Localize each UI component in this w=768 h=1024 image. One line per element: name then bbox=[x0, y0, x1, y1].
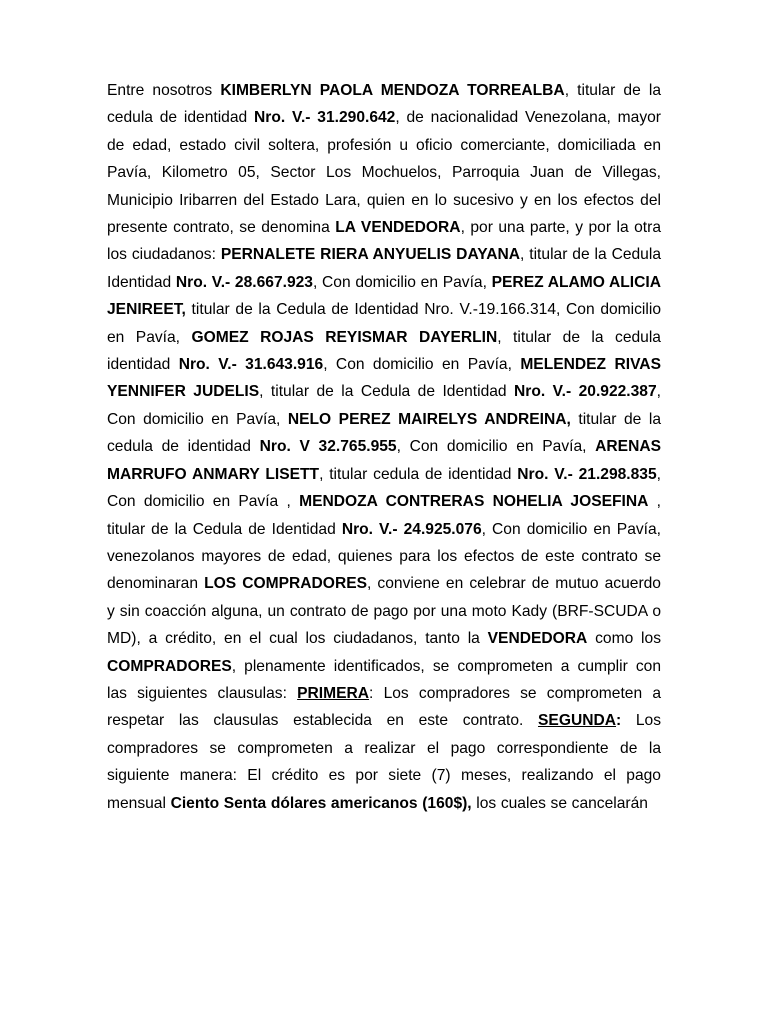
bold-text-run: Nro. V.- 31.643.916 bbox=[178, 356, 324, 374]
bold-text-run: Nro. V 32.765.955 bbox=[259, 438, 397, 456]
bold-text-run: MENDOZA CONTRERAS NOHELIA JOSEFINA bbox=[299, 493, 649, 511]
text-run: : Los compradores se comprometen a respetar las clausulas establecida en este contrato. bbox=[107, 684, 662, 730]
bold-text-run: COMPRADORES bbox=[107, 657, 232, 675]
text-run: , titular de la cedula de identidad bbox=[107, 82, 662, 127]
text-run: como los bbox=[587, 630, 661, 648]
bold-text-run: Nro. V.- 31.290.642 bbox=[254, 109, 396, 127]
text-run: Los compradores se comprometen a realizar el pago correspondiente de la siguiente manera: El crédito es por siete (7) meses, realizando el pago mensual bbox=[107, 712, 662, 812]
bold-text-run: KIMBERLYN PAOLA MENDOZA TORREALBA bbox=[220, 82, 565, 99]
bold-text-run: : bbox=[616, 712, 622, 730]
bold-text-run: VENDEDORA bbox=[487, 630, 588, 648]
contract-paragraph bbox=[107, 77, 661, 817]
text-run: , por una parte, y por la otra los ciudadanos: bbox=[107, 219, 661, 264]
clause-heading: PRIMERA bbox=[297, 684, 370, 702]
text-run: , plenamente identificados, se comprometen a cumplir con las siguientes clausulas: bbox=[107, 657, 661, 702]
bold-text-run: LA VENDEDORA bbox=[335, 219, 461, 237]
text-run: , Con domicilio en Pavía, bbox=[107, 383, 661, 428]
bold-text-run: GOMEZ ROJAS REYISMAR DAYERLIN bbox=[191, 328, 498, 346]
text-run: Entre nosotros bbox=[107, 82, 221, 99]
bold-text-run: Nro. V.- 20.922.387 bbox=[514, 383, 657, 401]
text-run: , Con domicilio en Pavía, bbox=[396, 438, 596, 456]
bold-text-run: PERNALETE RIERA ANYUELIS DAYANA bbox=[220, 246, 521, 264]
text-run: , titular de la Cedula Identidad bbox=[107, 246, 661, 291]
clause-heading: SEGUNDA bbox=[538, 712, 617, 730]
text-run: , Con domicilio en Pavía, bbox=[323, 356, 521, 374]
bold-text-run: Nro. V.- 28.667.923 bbox=[175, 273, 313, 291]
bold-text-run: MELENDEZ RIVAS YENNIFER JUDELIS bbox=[107, 356, 661, 401]
bold-text-run: LOS COMPRADORES bbox=[204, 575, 368, 593]
text-run: los cuales se cancelarán bbox=[471, 794, 648, 812]
text-run: , titular cedula de identidad bbox=[319, 465, 518, 483]
text-run: , Con domicilio en Pavía, bbox=[312, 273, 492, 291]
text-run: , titular de la cedula identidad bbox=[107, 328, 661, 374]
text-run: , de nacionalidad Venezolana, mayor de edad, estado civil soltera, profesión u oficio comerciante, domiciliada en Pavía, Kilometro 05, Sector Los Mochuelos, Parroquia Juan de Villegas, Municipio Iribarren del Estado Lara, quien en lo sucesivo y en los efectos del presente contrato, se denomina bbox=[107, 109, 661, 237]
text-run: , conviene en celebrar de mutuo acuerdo y sin coacción alguna, un contrato de pago por una moto Kady (BRF-SCUDA o MD), a crédito, en el cual los ciudadanos, tanto la bbox=[107, 575, 661, 648]
text-run: , titular de la Cedula de Identidad bbox=[259, 383, 515, 401]
bold-text-run: Nro. V.- 24.925.076 bbox=[341, 520, 482, 538]
bold-text-run: Nro. V.- 21.298.835 bbox=[517, 465, 657, 483]
text-run: titular de la Cedula de Identidad Nro. V.-19.166.314, Con domicilio en Pavía, bbox=[107, 301, 661, 346]
bold-text-run: ARENAS MARRUFO ANMARY LISETT bbox=[107, 438, 661, 483]
bold-text-run: PEREZ ALAMO ALICIA JENIREET, bbox=[107, 273, 661, 319]
bold-text-run: Ciento Senta dólares americanos (160$), bbox=[170, 794, 472, 812]
text-run: titular de la cedula de identidad bbox=[107, 410, 661, 456]
text-run: , Con domicilio en Pavía , bbox=[107, 465, 661, 511]
text-run: , titular de la Cedula de Identidad bbox=[107, 493, 662, 538]
bold-text-run: NELO PEREZ MAIRELYS ANDREINA, bbox=[287, 410, 571, 428]
text-run: , Con domicilio en Pavía, venezolanos mayores de edad, quienes para los efectos de este contrato se denominaran bbox=[107, 520, 661, 593]
